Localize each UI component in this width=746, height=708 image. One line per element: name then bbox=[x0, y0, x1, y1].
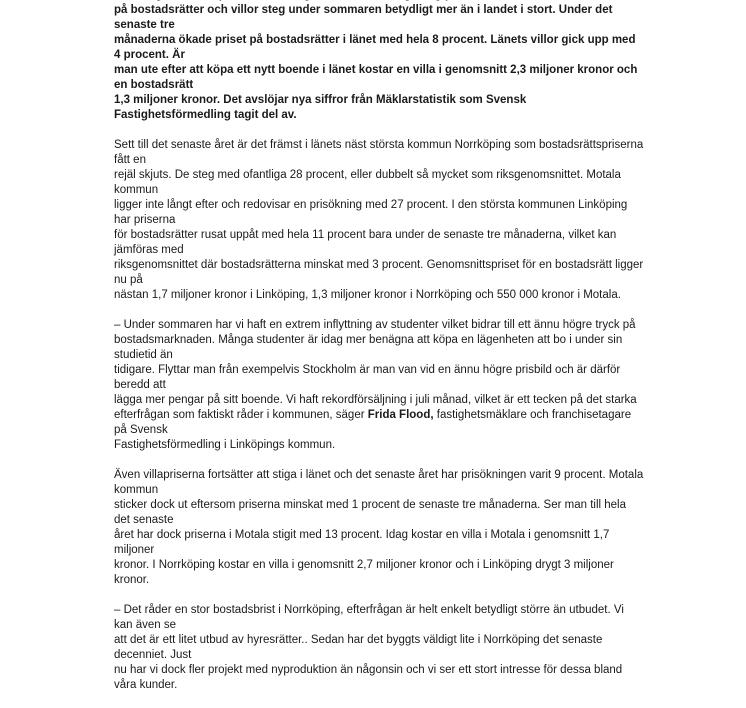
quote-paragraph-2: – Det råder en stor bostadsbrist i Norrköping, efterfrågan är helt enkelt betydligt större än utbudet. Vi kan även se att det är ett litet utbud av hyresrätter.. Sedan har det byggts väldigt lite i Norrköping det senaste decenniet. Just nu har vi dock fler projekt med nyproduktion än någonsin och vi ser ett stort intresse för dessa bland våra kunder. bbox=[114, 604, 624, 691]
lead-paragraph: på bostadsrätter och villor steg under sommaren betydligt mer än i landet i stort. Under det senaste tre månaderna ökade priset på bostadsrätter i länet med hela 8 procent. Länets villor gick upp med 4 procent. Är man ute efter att köpa ett nytt boende i länet kostar en villa i genomsnitt 2,3 miljoner kronor och en bostadsrätt 1,3 miljoner kronor. Det avslöjar nya siffror från Mäklarstatistik som Svensk Fastighetsförmedling tagit del av. bbox=[114, 4, 638, 121]
press-release-body bbox=[114, 0, 644, 708]
body-paragraph-2: Även villapriserna fortsätter att stiga i länet och det senaste året har prisökningen varit 9 procent. Motala kommun sticker dock ut eftersom priserna minskat med 1 procent de senaste tre månaderna. Ser man till hela det senaste året har dock priserna i Motala stigit med 13 procent. Idag kostar en villa i Motala i genomsnitt 1,7 miljoner kronor. I Norrköping kostar en villa i genomsnitt 2,7 miljoner kronor och i Linköping drygt 3 miljoner kronor. bbox=[114, 469, 644, 586]
quoted-person-name: Frida Flood, bbox=[367, 409, 434, 421]
quote-text: – Under sommaren har vi haft en extrem inflyttning av studenter vilket bidrar till ett ännu högre tryck på bostadsmarknaden. Många studenter är idag mer benägna att köpa en lägenheten att bo i under sin studietid än tidigare. Flyttar man från exempelvis Stockholm är man van vid en ännu högre prisbild och är därför beredd att lägga mer pengar på sitt boende. Vi haft rekordförsäljning i juli månad, vilket är ett tecken på det starka efterfrågan som faktiskt råder i kommunen, säger bbox=[114, 319, 637, 421]
quote-paragraph-1 bbox=[114, 318, 644, 453]
quote-attribution: fastighetsmäklare och franchisetagare på Svensk Fastighetsförmedling i Linköpings kommun. bbox=[114, 409, 632, 451]
body-paragraph-1: Sett till det senaste året är det främst i länets näst största kommun Norrköping som bostadsrättspriserna fått en rejäl skjuts. De steg med ofantliga 28 procent, eller dubbelt så mycket som riksgenomsnittet. Motala kommun ligger inte långt efter och redovisar en prisökning med 27 procent. I den största kommunen Linköping har priserna för bostadsrätter rusat uppåt med hela 11 procent bara under de senaste tre månaderna, vilket kan jämföras med riksgenomsnittet där bostadsrätterna minskat med 3 procent. Genomsnittspriset för en bostadsrätt ligger nu på nästan 1,7 miljoner kronor i Linköping, 1,3 miljoner kronor i Norrköping och 550 000 kronor i Motala. bbox=[114, 139, 644, 301]
